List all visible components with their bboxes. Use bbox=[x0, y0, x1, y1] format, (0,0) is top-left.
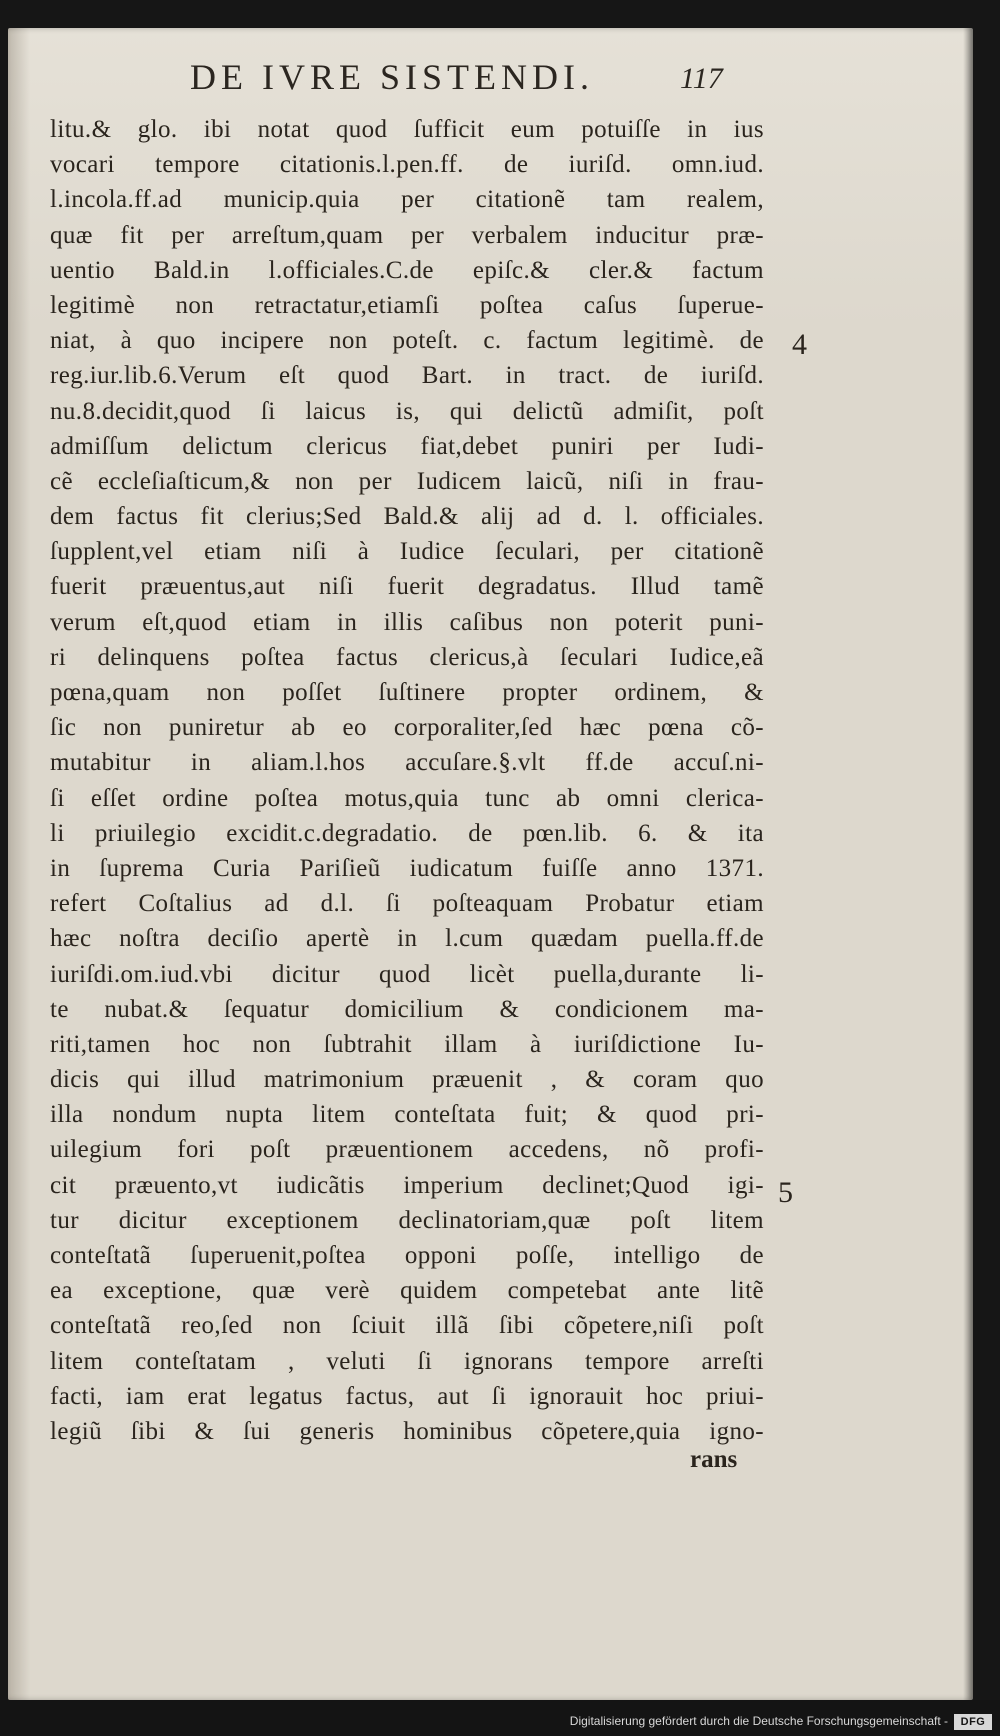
catchword: rans bbox=[690, 1446, 738, 1473]
text-line: nu.8.decidit,quod ſi laicus is, qui delictũ admiſit, poſt bbox=[50, 397, 764, 425]
text-line: in ſuprema Curia Pariſieũ iudicatum fuiſſe anno 1371. bbox=[50, 854, 764, 882]
text-line: ea exceptione, quæ verè quidem competebat ante litẽ bbox=[50, 1277, 764, 1305]
text-line: admiſſum delictum clericus fiat,debet puniri per Iudi- bbox=[50, 432, 764, 460]
text-line: legiũ ſibi & ſui generis hominibus cõpetere,quia igno- bbox=[50, 1417, 764, 1445]
body-text bbox=[50, 112, 764, 1449]
text-line: ri delinquens poſtea factus clericus,à ſeculari Iudice,eã bbox=[50, 643, 764, 671]
text-line: vocari tempore citationis.l.pen.ff. de iuriſd. omn.iud. bbox=[50, 151, 764, 179]
text-line: riti,tamen hoc non ſubtrahit illam à iuriſdictione Iu- bbox=[50, 1030, 764, 1058]
text-line: reg.iur.lib.6.Verum eſt quod Bart. in tract. de iuriſd. bbox=[50, 362, 764, 390]
running-head: DE IVRE SISTENDI. bbox=[190, 57, 594, 97]
page-edge-shadow bbox=[963, 28, 973, 1700]
text-line: tur dicitur exceptionem declinatoriam,quæ poſt litem bbox=[50, 1206, 764, 1234]
text-line: conteſtatã reo,ſed non ſciuit illã ſibi cõpetere,niſi poſt bbox=[50, 1312, 764, 1340]
text-line: li priuilegio excidit.c.degradatio. de pœn.lib. 6. & ita bbox=[50, 819, 764, 847]
text-line: ſupplent,vel etiam niſi à Iudice ſeculari, per citationẽ bbox=[50, 538, 764, 566]
text-line: niat, à quo incipere non poteſt. c. factum legitimè. de bbox=[50, 327, 764, 355]
text-line: uentio Bald.in l.officiales.C.de epiſc.& cler.& factum bbox=[50, 256, 764, 284]
text-line: legitimè non retractatur,etiamſi poſtea caſus ſuperue- bbox=[50, 291, 764, 319]
text-line: dem factus fit clerius;Sed Bald.& alij ad d. l. officiales. bbox=[50, 503, 764, 531]
text-line: litu.& glo. ibi notat quod ſufficit eum potuiſſe in ius bbox=[50, 116, 764, 143]
text-line: cẽ eccleſiaſticum,& non per Iudicem laicũ, niſi in frau- bbox=[50, 467, 764, 495]
page-number: 117 bbox=[680, 62, 723, 95]
text-line: uilegium fori poſt præuentionem accedens, nõ profi- bbox=[50, 1136, 764, 1164]
text-line: ſi eſſet ordine poſtea motus,quia tunc ab omni clerica- bbox=[50, 784, 764, 812]
margin-note-5: 5 bbox=[778, 1176, 793, 1209]
text-line: refert Coſtalius ad d.l. ſi poſteaquam Probatur etiam bbox=[50, 890, 764, 918]
text-line: iuriſdi.om.iud.vbi dicitur quod licèt puella,durante li- bbox=[50, 960, 764, 988]
text-line: illa nondum nupta litem conteſtata fuit; & quod pri- bbox=[50, 1101, 764, 1129]
text-line: pœna,quam non poſſet ſuſtinere propter ordinem, & bbox=[50, 679, 764, 706]
text-line: litem conteſtatam , veluti ſi ignorans tempore arreſti bbox=[50, 1347, 764, 1375]
funding-credit: Digitalisierung gefördert durch die Deutsche Forschungsgemeinschaft - bbox=[569, 1714, 948, 1728]
text-line: fuerit præuentus,aut niſi fuerit degradatus. Illud tamẽ bbox=[50, 573, 764, 601]
footer-strip bbox=[0, 1700, 1000, 1736]
text-line: mutabitur in aliam.l.hos accuſare.§.vlt ff.de accuſ.ni- bbox=[50, 749, 764, 777]
text-line: cit præuento,vt iudicãtis imperium declinet;Quod igi- bbox=[50, 1171, 764, 1199]
text-line: dicis qui illud matrimonium præuenit , & coram quo bbox=[50, 1066, 764, 1094]
text-line: facti, iam erat legatus factus, aut ſi ignorauit hoc priui- bbox=[50, 1382, 764, 1410]
text-line: conteſtatã ſuperuenit,poſtea opponi poſſe, intelligo de bbox=[50, 1242, 764, 1269]
dfg-logo: DFG bbox=[954, 1714, 992, 1730]
text-line: hæc noſtra deciſio apertè in l.cum quædam puella.ff.de bbox=[50, 925, 764, 953]
text-line: quæ fit per arreſtum,quam per verbalem inducitur præ- bbox=[50, 221, 764, 249]
margin-note-4: 4 bbox=[792, 328, 807, 361]
text-line: ſic non puniretur ab eo corporaliter,ſed hæc pœna cõ- bbox=[50, 714, 764, 742]
text-line: verum eſt,quod etiam in illis caſibus non poterit puni- bbox=[50, 608, 764, 636]
text-line: te nubat.& ſequatur domicilium & condicionem ma- bbox=[50, 995, 764, 1023]
text-line: l.incola.ff.ad municip.quia per citationẽ tam realem, bbox=[50, 186, 764, 214]
